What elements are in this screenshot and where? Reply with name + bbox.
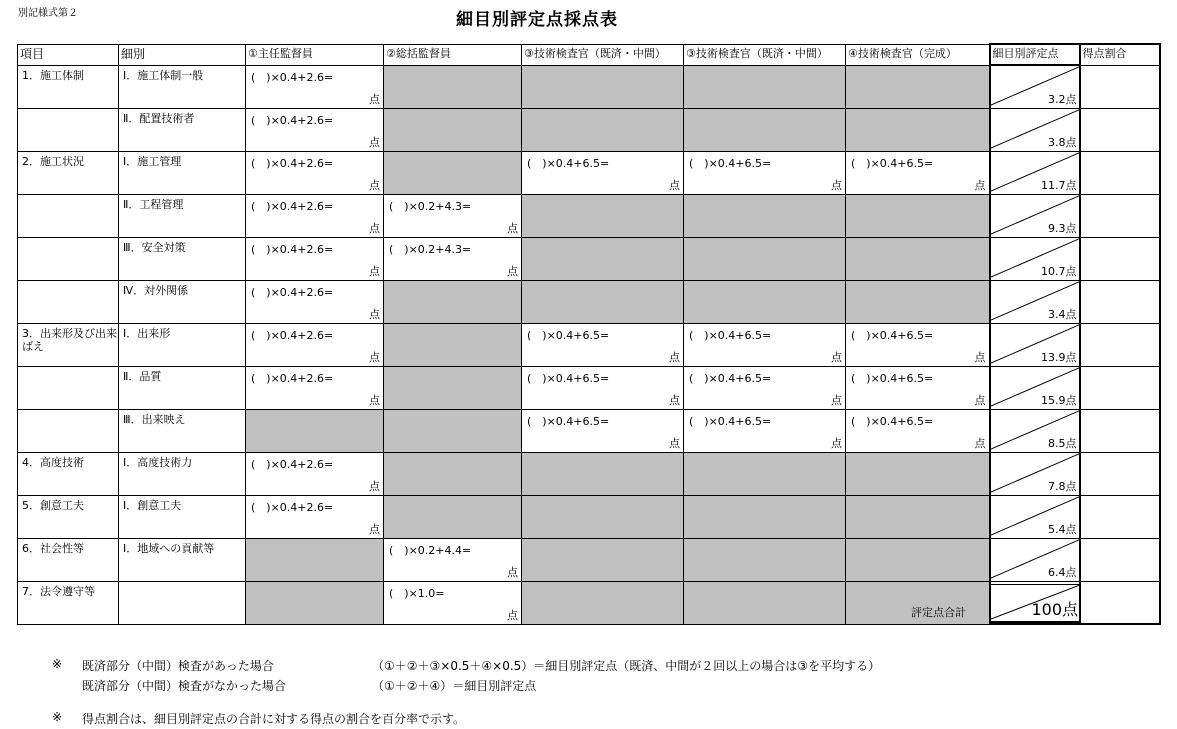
- inspector-final-cell: [846, 409, 990, 452]
- item-cell: 6．社会性等: [18, 538, 119, 581]
- inspector-interim-1-cell: [522, 323, 684, 366]
- point-unit: 点: [974, 393, 986, 407]
- inspector-interim-2-cell: [684, 323, 846, 366]
- inspector-final-cell: [846, 280, 990, 323]
- item-cell: 5．創意工夫: [18, 495, 119, 538]
- item-cell: 4．高度技術: [18, 452, 119, 495]
- col-header-sub: 細別: [119, 44, 246, 65]
- score-value: 3.8点: [1048, 135, 1077, 149]
- chief-supervisor-cell: [246, 108, 384, 151]
- chief-supervisor-cell: [246, 452, 384, 495]
- general-supervisor-cell: [384, 151, 522, 194]
- score-formula: ( )×0.4+2.6=: [251, 156, 334, 170]
- col-header-general-supervisor: ②総括監督員: [384, 44, 522, 65]
- score-formula: ( )×0.4+2.6=: [251, 328, 334, 342]
- total-score-cell: [989, 584, 1081, 623]
- general-supervisor-cell: [384, 280, 522, 323]
- ratio-cell: [1080, 409, 1160, 452]
- score-formula: ( )×0.4+2.6=: [251, 285, 334, 299]
- point-unit: 点: [507, 608, 518, 622]
- col-header-inspector-interim-1: ③技術検査官（既済・中間）: [522, 44, 684, 65]
- inspector-interim-2-cell: [684, 366, 846, 409]
- inspector-final-cell: [846, 452, 990, 495]
- point-unit: 点: [669, 436, 680, 450]
- inspector-interim-1-cell: [522, 280, 684, 323]
- item-cell: 3．出来形及び出来ばえ: [18, 323, 119, 366]
- chief-supervisor-cell: [246, 538, 384, 581]
- col-header-chief-supervisor: ①主任監督員: [246, 44, 384, 65]
- chief-supervisor-cell: [246, 366, 384, 409]
- item-cell: 1．施工体制: [18, 65, 119, 108]
- chief-supervisor-cell: [246, 495, 384, 538]
- note-line2-formula: （①＋②＋④）＝細目別評定点: [372, 679, 537, 693]
- score-cell: [990, 108, 1080, 151]
- point-unit: 点: [369, 221, 380, 235]
- sub-item-cell: Ⅰ．高度技術力: [119, 452, 246, 495]
- table-row: [18, 237, 1160, 280]
- point-unit: 点: [369, 350, 380, 364]
- point-unit: 点: [831, 350, 842, 364]
- note-line2-label: 既済部分（中間）検査がなかった場合: [82, 679, 287, 693]
- chief-supervisor-cell: [246, 280, 384, 323]
- score-formula: ( )×0.4+2.6=: [251, 113, 334, 127]
- score-formula: ( )×0.4+6.5=: [851, 371, 934, 385]
- chief-supervisor-cell: [246, 237, 384, 280]
- sub-item-cell: Ⅱ．品質: [119, 366, 246, 409]
- score-cell: [990, 452, 1080, 495]
- score-formula: ( )×0.4+2.6=: [251, 371, 334, 385]
- score-value: 5.4点: [1048, 522, 1077, 536]
- score-cell: [990, 409, 1080, 452]
- item-cell: 7．法令遵守等: [18, 581, 119, 624]
- point-unit: 点: [369, 264, 380, 278]
- score-formula: ( )×0.4+2.6=: [251, 242, 334, 256]
- score-value: 3.4点: [1048, 307, 1077, 321]
- score-formula: ( )×0.4+6.5=: [689, 328, 772, 342]
- score-cell: [990, 538, 1080, 581]
- inspector-final-cell: [846, 495, 990, 538]
- general-supervisor-cell: [384, 452, 522, 495]
- ratio-cell: [1080, 366, 1160, 409]
- score-formula: ( )×0.4+6.5=: [851, 328, 934, 342]
- ratio-cell: [1080, 151, 1160, 194]
- table-row: [18, 366, 1160, 409]
- score-cell: [990, 151, 1080, 194]
- inspector-interim-2-cell: [684, 280, 846, 323]
- score-value: 9.3点: [1048, 221, 1077, 235]
- ratio-cell: [1080, 194, 1160, 237]
- general-supervisor-cell: [384, 194, 522, 237]
- point-unit: 点: [507, 565, 518, 579]
- point-unit: 点: [369, 522, 380, 536]
- inspector-interim-1-cell: [522, 538, 684, 581]
- inspector-final-cell: [846, 323, 990, 366]
- general-supervisor-cell: [384, 581, 522, 624]
- chief-supervisor-cell: [246, 409, 384, 452]
- score-formula: ( )×0.4+6.5=: [689, 414, 772, 428]
- point-unit: 点: [369, 135, 380, 149]
- general-supervisor-cell: [384, 495, 522, 538]
- general-supervisor-cell: [384, 65, 522, 108]
- point-unit: 点: [974, 178, 986, 192]
- inspector-interim-2-cell: [684, 452, 846, 495]
- table-row: [18, 495, 1160, 538]
- score-cell: [990, 280, 1080, 323]
- item-cell: [18, 108, 119, 151]
- score-formula: ( )×0.2+4.3=: [389, 242, 472, 256]
- sub-item-cell: Ⅰ．創意工夫: [119, 495, 246, 538]
- score-cell: [990, 237, 1080, 280]
- point-unit: 点: [369, 178, 380, 192]
- sub-item-cell: Ⅲ．出来映え: [119, 409, 246, 452]
- inspector-final-cell: [846, 108, 990, 151]
- table-row: [18, 151, 1160, 194]
- inspector-interim-1-cell: [522, 452, 684, 495]
- score-cell: [990, 65, 1080, 108]
- scoring-table: [17, 43, 1161, 625]
- score-formula: ( )×0.4+2.6=: [251, 457, 334, 471]
- chief-supervisor-cell: [246, 151, 384, 194]
- header-row: [18, 44, 1160, 65]
- point-unit: 点: [974, 350, 986, 364]
- general-supervisor-cell: [384, 237, 522, 280]
- score-formula: ( )×0.4+6.5=: [527, 328, 610, 342]
- col-header-item: 項目: [18, 44, 119, 65]
- score-value: 10.7点: [1041, 264, 1077, 278]
- inspector-interim-1-cell: [522, 194, 684, 237]
- col-header-score: 細目別評定点: [990, 44, 1080, 65]
- score-formula: ( )×0.4+6.5=: [689, 371, 772, 385]
- point-unit: 点: [831, 393, 842, 407]
- score-formula: ( )×0.4+2.6=: [251, 199, 334, 213]
- col-header-inspector-interim-2: ③技術検査官（既済・中間）: [684, 44, 846, 65]
- sub-item-cell: Ⅳ．対外関係: [119, 280, 246, 323]
- page-title: 細目別評定点採点表: [456, 10, 618, 30]
- score-value: 15.9点: [1041, 393, 1077, 407]
- sub-item-cell: Ⅰ．地域への貢献等: [119, 538, 246, 581]
- score-value: 8.5点: [1048, 436, 1077, 450]
- inspector-interim-2-cell: [684, 194, 846, 237]
- sub-item-cell: Ⅰ．施工体制一般: [119, 65, 246, 108]
- inspector-interim-2-cell: [684, 108, 846, 151]
- total-label: 評定点合計: [911, 606, 966, 619]
- score-cell: [990, 366, 1080, 409]
- ratio-cell: [1080, 237, 1160, 280]
- sub-item-cell: Ⅰ．施工管理: [119, 151, 246, 194]
- chief-supervisor-cell: [246, 581, 384, 624]
- sub-item-cell: Ⅲ．安全対策: [119, 237, 246, 280]
- inspector-interim-1-cell: [522, 495, 684, 538]
- inspector-final-cell: [846, 237, 990, 280]
- chief-supervisor-cell: [246, 323, 384, 366]
- score-cell: [990, 323, 1080, 366]
- total-score-value: 100点: [1031, 600, 1078, 619]
- col-header-ratio: 得点割合: [1080, 44, 1160, 65]
- score-value: 11.7点: [1041, 178, 1077, 192]
- inspector-interim-1-cell: [522, 409, 684, 452]
- score-formula: ( )×0.4+6.5=: [851, 414, 934, 428]
- table-row: [18, 452, 1160, 495]
- point-unit: 点: [369, 479, 380, 493]
- ratio-cell: [1080, 65, 1160, 108]
- inspector-interim-2-cell: [684, 495, 846, 538]
- point-unit: 点: [974, 436, 986, 450]
- score-formula: ( )×0.4+6.5=: [527, 156, 610, 170]
- inspector-interim-2-cell: [684, 65, 846, 108]
- score-formula: ( )×0.2+4.3=: [389, 199, 472, 213]
- inspector-interim-1-cell: [522, 366, 684, 409]
- table-row: [18, 194, 1160, 237]
- note-mark-1: ※: [52, 657, 63, 671]
- inspector-final-cell: [846, 151, 990, 194]
- point-unit: 点: [507, 264, 518, 278]
- ratio-cell: [1080, 108, 1160, 151]
- score-formula: ( )×0.4+6.5=: [527, 371, 610, 385]
- chief-supervisor-cell: [246, 194, 384, 237]
- score-formula: ( )×0.4+6.5=: [689, 156, 772, 170]
- score-cell: [990, 194, 1080, 237]
- score-formula: ( )×0.4+6.5=: [527, 414, 610, 428]
- table-row: [18, 409, 1160, 452]
- inspector-interim-2-cell: [684, 538, 846, 581]
- point-unit: 点: [669, 393, 680, 407]
- score-formula: ( )×0.4+2.6=: [251, 500, 334, 514]
- inspector-interim-1-cell: [522, 151, 684, 194]
- inspector-final-cell: [846, 538, 990, 581]
- note-mark-2: ※: [52, 710, 63, 724]
- inspector-interim-1-cell: [522, 108, 684, 151]
- score-cell: [990, 495, 1080, 538]
- sub-item-cell: Ⅱ．工程管理: [119, 194, 246, 237]
- item-cell: [18, 366, 119, 409]
- inspector-interim-1-cell: [522, 65, 684, 108]
- inspector-interim-2-cell: [684, 151, 846, 194]
- general-supervisor-cell: [384, 323, 522, 366]
- item-cell: [18, 280, 119, 323]
- form-number: 別記様式第２: [18, 8, 78, 19]
- sub-item-cell: Ⅰ．出来形: [119, 323, 246, 366]
- sub-item-cell: [119, 581, 246, 624]
- point-unit: 点: [369, 307, 380, 321]
- inspector-final-cell: [846, 194, 990, 237]
- inspector-interim-2-cell: [684, 237, 846, 280]
- table-row: [18, 108, 1160, 151]
- ratio-cell: [1080, 323, 1160, 366]
- col-header-inspector-final: ④技術検査官（完成）: [846, 44, 990, 65]
- general-supervisor-cell: [384, 538, 522, 581]
- inspector-interim-1-cell: [522, 237, 684, 280]
- general-supervisor-cell: [384, 366, 522, 409]
- point-unit: 点: [507, 221, 518, 235]
- ratio-cell: [1080, 280, 1160, 323]
- score-formula: ( )×0.4+6.5=: [851, 156, 934, 170]
- ratio-cell: [1080, 581, 1160, 624]
- note-line1-formula: （①＋②＋③×0.5＋④×0.5）＝細目別評定点（既済、中間が２回以上の場合は③を平均する）: [372, 659, 881, 673]
- score-value: 3.2点: [1048, 92, 1077, 106]
- note-line3: 得点割合は、細目別評定点の合計に対する得点の割合を百分率で示す。: [82, 712, 466, 726]
- score-formula: ( )×1.0=: [389, 586, 445, 600]
- score-value: 7.8点: [1048, 479, 1077, 493]
- ratio-cell: [1080, 452, 1160, 495]
- table-row: [18, 538, 1160, 581]
- inspector-interim-2-cell: [684, 409, 846, 452]
- inspector-final-cell: [846, 366, 990, 409]
- inspector-interim-2-cell: [684, 581, 846, 624]
- point-unit: 点: [669, 350, 680, 364]
- point-unit: 点: [831, 178, 842, 192]
- point-unit: 点: [369, 393, 380, 407]
- item-cell: [18, 409, 119, 452]
- general-supervisor-cell: [384, 409, 522, 452]
- point-unit: 点: [369, 92, 380, 106]
- table-row: [18, 280, 1160, 323]
- table-row: [18, 323, 1160, 366]
- point-unit: 点: [831, 436, 842, 450]
- chief-supervisor-cell: [246, 65, 384, 108]
- score-value: 6.4点: [1048, 565, 1077, 579]
- score-formula: ( )×0.4+2.6=: [251, 70, 334, 84]
- inspector-final-cell: [846, 65, 990, 108]
- item-cell: 2．施工状況: [18, 151, 119, 194]
- score-formula: ( )×0.2+4.4=: [389, 543, 472, 557]
- sub-item-cell: Ⅱ．配置技術者: [119, 108, 246, 151]
- point-unit: 点: [669, 178, 680, 192]
- table-row: [18, 65, 1160, 108]
- item-cell: [18, 194, 119, 237]
- inspector-interim-1-cell: [522, 581, 684, 624]
- general-supervisor-cell: [384, 108, 522, 151]
- ratio-cell: [1080, 538, 1160, 581]
- note-line1-label: 既済部分（中間）検査があった場合: [82, 659, 274, 673]
- ratio-cell: [1080, 495, 1160, 538]
- score-value: 13.9点: [1041, 350, 1077, 364]
- item-cell: [18, 237, 119, 280]
